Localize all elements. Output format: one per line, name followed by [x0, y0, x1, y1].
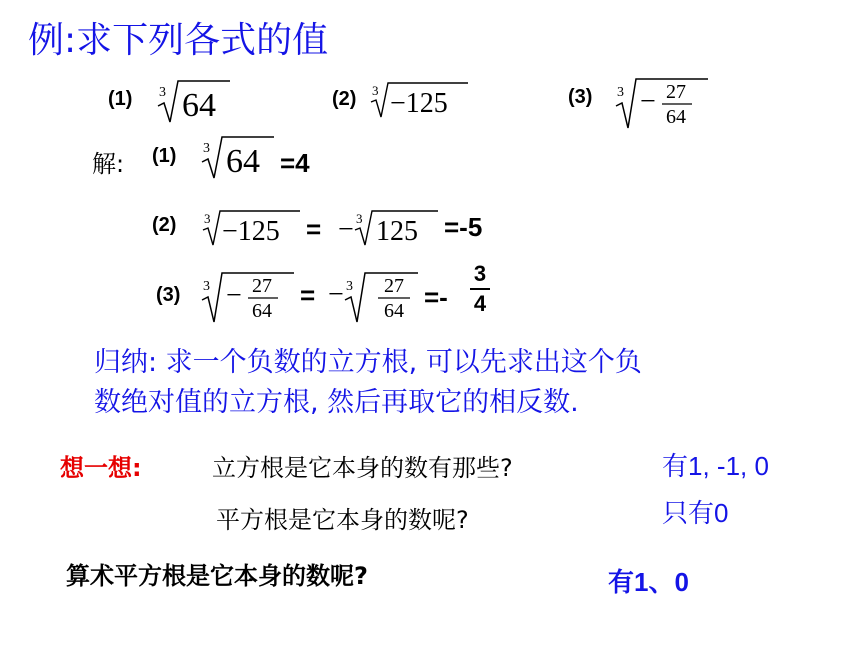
solution-2-result: =-5 — [444, 212, 483, 242]
solution-label: 解: — [92, 150, 125, 178]
svg-text:3: 3 — [159, 85, 166, 100]
svg-text:27: 27 — [666, 81, 686, 103]
think-question-1: 立方根是它本身的数有那些? — [212, 454, 513, 482]
svg-text:27: 27 — [384, 275, 404, 297]
result-denominator: 4 — [473, 291, 487, 316]
svg-text:3: 3 — [203, 279, 210, 294]
page-title: 例:求下列各式的值 — [28, 20, 329, 61]
solution-1-result: =4 — [280, 148, 310, 178]
problem-1-label: (1) — [108, 88, 133, 110]
svg-text:64: 64 — [182, 87, 216, 124]
svg-text:3: 3 — [617, 85, 624, 100]
solution-2-equals: = — [306, 214, 322, 244]
solution-1-cube-root — [200, 134, 276, 180]
summary-line-1: 归纳: 求一个负数的立方根, 可以先求出这个负 — [94, 347, 642, 378]
svg-text:64: 64 — [384, 300, 404, 322]
svg-text:27: 27 — [252, 275, 272, 297]
svg-text:−: − — [640, 86, 656, 117]
svg-text:−125: −125 — [390, 88, 448, 119]
svg-text:3: 3 — [346, 279, 353, 294]
svg-text:−125: −125 — [222, 216, 280, 247]
svg-text:−: − — [226, 280, 242, 311]
solution-3-result-prefix: =- — [424, 282, 448, 312]
problem-3-cube-root — [614, 76, 710, 132]
solution-2-negated-root — [336, 208, 440, 248]
svg-text:64: 64 — [252, 300, 272, 322]
result-numerator: 3 — [473, 261, 487, 286]
think-answer-1: 有1, -1, 0 — [662, 451, 769, 481]
problem-3-label: (3) — [568, 86, 593, 108]
solution-3-equals: = — [300, 280, 316, 310]
problem-2-cube-root — [370, 80, 470, 120]
svg-text:125: 125 — [376, 216, 418, 247]
solution-1-label: (1) — [152, 145, 177, 167]
svg-text:3: 3 — [356, 211, 363, 226]
solution-3-negated-root — [328, 270, 420, 326]
fraction-bar — [470, 288, 490, 290]
svg-text:64: 64 — [666, 106, 686, 128]
svg-text:3: 3 — [203, 141, 210, 156]
svg-text:64: 64 — [226, 143, 260, 180]
solution-3-result-fraction — [466, 262, 494, 316]
solution-2-cube-root — [202, 208, 302, 248]
svg-text:−: − — [338, 214, 354, 245]
problem-1-cube-root — [156, 78, 232, 124]
think-question-3: 算术平方根是它本身的数呢? — [66, 562, 368, 590]
think-question-2: 平方根是它本身的数呢? — [216, 506, 469, 534]
solution-2-label: (2) — [152, 214, 177, 236]
think-answer-3: 有1、0 — [608, 567, 689, 597]
solution-3-cube-root — [200, 270, 296, 326]
svg-text:−: − — [328, 279, 344, 310]
think-label: 想一想: — [60, 454, 142, 482]
summary-line-2: 数绝对值的立方根, 然后再取它的相反数. — [94, 387, 579, 418]
svg-text:3: 3 — [204, 211, 211, 226]
problem-2-label: (2) — [332, 88, 357, 110]
solution-3-label: (3) — [156, 284, 181, 306]
svg-text:3: 3 — [372, 83, 379, 98]
think-answer-2: 只有0 — [662, 498, 729, 528]
